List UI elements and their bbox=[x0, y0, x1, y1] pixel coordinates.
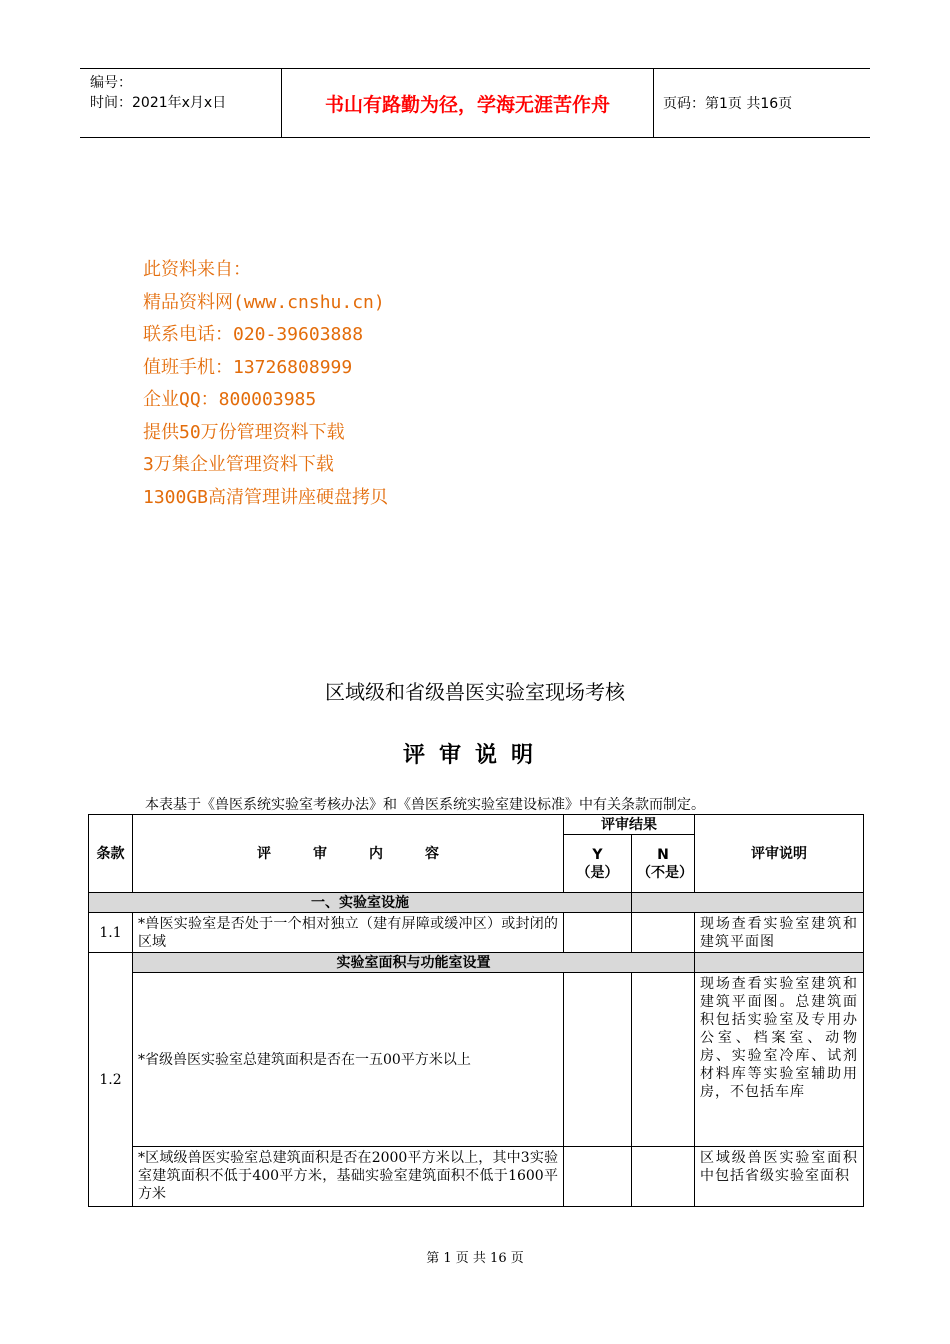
promo-line: 1300GB高清管理讲座硬盘拷贝 bbox=[143, 486, 389, 508]
review-note: 现场查看实验室建筑和建筑平面图。总建筑面积包括实验室及专用办公室、档案室、动物房、实验室冷库、试剂材料库等实验室辅助用房，不包括车库 bbox=[695, 973, 864, 1147]
review-content: *兽医实验室是否处于一个相对独立（建有屏障或缓冲区）或封闭的区域 bbox=[133, 913, 564, 953]
review-note: 现场查看实验室建筑和建筑平面图 bbox=[695, 913, 864, 953]
time-label: 时间：2021年x月x日 bbox=[90, 95, 227, 111]
table-row bbox=[89, 913, 864, 953]
promo-line: 精品资料网(www.cnshu.cn) bbox=[143, 291, 385, 313]
review-content: *省级兽医实验室总建筑面积是否在一五00平方米以上 bbox=[133, 973, 564, 1147]
promo-line: 提供50万份管理资料下载 bbox=[143, 421, 345, 443]
header-divider bbox=[653, 69, 654, 137]
subsection-row bbox=[89, 953, 864, 973]
table-row bbox=[89, 973, 864, 1147]
result-no-cell bbox=[632, 973, 695, 1147]
review-table bbox=[88, 814, 864, 1207]
promo-line: 3万集企业管理资料下载 bbox=[143, 454, 334, 475]
result-yes-cell bbox=[564, 1147, 632, 1207]
clause-number: 1.1 bbox=[89, 913, 133, 953]
page-header bbox=[80, 68, 870, 138]
clause-number: 1.2 bbox=[89, 953, 133, 1207]
result-yes-cell bbox=[564, 913, 632, 953]
page-footer: 第 1 页 共 16 页 bbox=[426, 1251, 524, 1266]
header-note: 评审说明 bbox=[695, 815, 864, 893]
promo-line: 此资料来自： bbox=[143, 259, 251, 280]
subsection-title: 实验室面积与功能室设置 bbox=[133, 953, 695, 973]
result-yes-cell bbox=[564, 973, 632, 1147]
table-header-row bbox=[89, 815, 864, 835]
result-no-cell bbox=[632, 913, 695, 953]
section-title: 一、实验室设施 bbox=[89, 893, 632, 913]
result-no-cell bbox=[632, 1147, 695, 1207]
review-content: *区域级兽医实验室总建筑面积是否在2000平方米以上，其中3实验室建筑面积不低于400平方米，基础实验室建筑面积不低于1600平方米 bbox=[133, 1147, 564, 1207]
header-clause: 条款 bbox=[89, 815, 133, 893]
document-title: 区域级和省级兽医实验室现场考核 bbox=[325, 680, 625, 704]
header-no: N （不是） bbox=[632, 835, 695, 893]
header-meta bbox=[90, 73, 226, 113]
header-content: 评 审 内 容 bbox=[133, 815, 564, 893]
promo-line: 值班手机：13726808999 bbox=[143, 356, 353, 378]
header-result: 评审结果 bbox=[564, 815, 695, 835]
section-filler bbox=[632, 893, 864, 913]
table-row bbox=[89, 1147, 864, 1207]
subsection-filler bbox=[695, 953, 864, 973]
promo-line: 联系电话：020-39603888 bbox=[143, 324, 364, 345]
document-intro: 本表基于《兽医系统实验室考核办法》和《兽医系统实验室建设标准》中有关条款而制定。 bbox=[145, 797, 705, 813]
promo-block bbox=[143, 254, 388, 514]
header-motto: 书山有路勤为径，学海无涯苦作舟 bbox=[324, 93, 610, 116]
review-note: 区域级兽医实验室面积中包括省级实验室面积 bbox=[695, 1147, 864, 1207]
header-page-info: 页码：第1页 共16页 bbox=[663, 96, 793, 112]
number-label: 编号： bbox=[90, 75, 132, 91]
promo-line: 企业QQ：800003985 bbox=[143, 389, 317, 410]
header-yes: Y （是） bbox=[564, 835, 632, 893]
document-subtitle: 评审说明 bbox=[402, 742, 547, 768]
section-row bbox=[89, 893, 864, 913]
